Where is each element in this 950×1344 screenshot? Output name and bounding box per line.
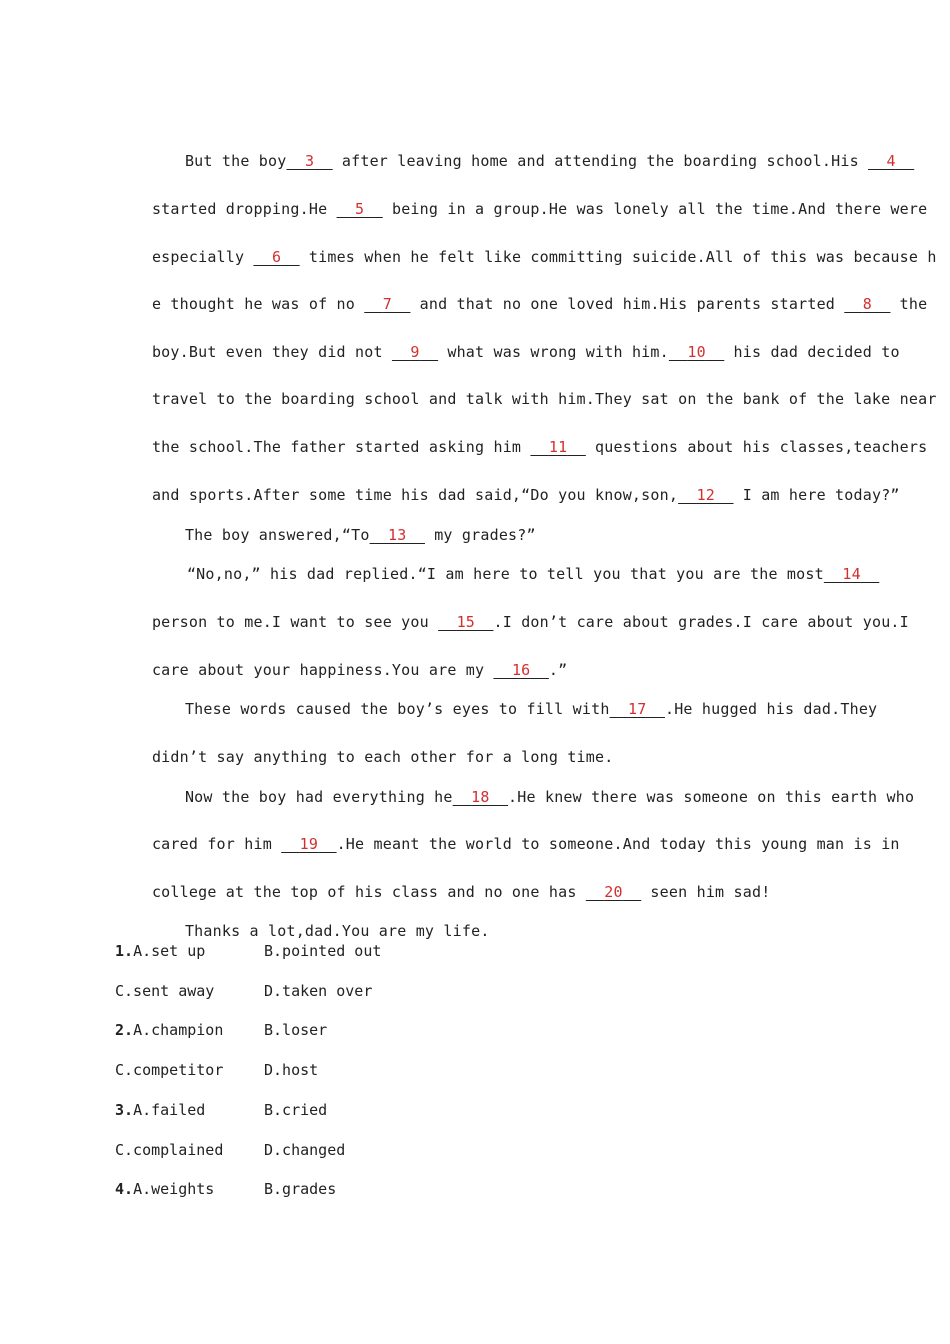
text: his dad decided to [724, 343, 900, 361]
text: These words caused the boy’s eyes to fill with [184, 700, 610, 718]
question-number: 4. [115, 1180, 134, 1198]
option-d: D.taken over [264, 982, 373, 1000]
blank-11: 11 [548, 438, 568, 456]
option-b: B.pointed out [264, 942, 382, 960]
passage-line [148, 901, 868, 961]
blank-18: 18 [471, 788, 490, 806]
option-c: C.complained [115, 1141, 224, 1159]
blank-12: 12 [696, 486, 716, 504]
blank-9: 9 [410, 343, 420, 361]
text: college at the top of his class and no one has [151, 883, 586, 901]
option-a: A.failed [133, 1101, 206, 1119]
text: care about your happiness.You are my [151, 661, 494, 679]
text: “No,no,” his dad replied.“I am here to tell you that you are the most [186, 565, 824, 583]
text: travel to the boarding school and talk with him.They sat on the bank of the lake near [151, 390, 937, 408]
option-c: C.competitor [115, 1061, 224, 1079]
text: times when he felt like committing suicide.All of this was because h [299, 248, 937, 266]
question-3-row-1 [115, 1100, 205, 1120]
blank-3: 3 [304, 152, 315, 170]
blank-14: 14 [842, 565, 861, 583]
option-d: D.changed [264, 1141, 346, 1159]
option-d: D.host [264, 1061, 319, 1079]
question-number: 2. [115, 1021, 134, 1039]
text: Now the boy had everything he [184, 788, 453, 806]
question-2-row-1 [115, 1020, 223, 1040]
blank-4: 4 [886, 152, 896, 170]
blank-6: 6 [271, 248, 282, 266]
text: seen him sad! [641, 883, 771, 901]
text: after leaving home and attending the boarding school.His [332, 152, 869, 170]
text: .He knew there was someone on this earth who [508, 788, 915, 806]
blank-20: 20 [604, 883, 623, 901]
text: boy.But even they did not [151, 343, 392, 361]
blank-15: 15 [456, 613, 476, 631]
text: The boy answered,“To [184, 526, 370, 544]
blank-19: 19 [299, 835, 319, 853]
text: .I don’t care about grades.I care about you.I [493, 613, 909, 631]
blank-5: 5 [355, 200, 365, 218]
option-b: B.cried [264, 1101, 328, 1119]
text: e thought he was of no [151, 295, 365, 313]
question-number: 1. [115, 942, 134, 960]
text: especially [151, 248, 254, 266]
text: .” [548, 661, 568, 679]
text: person to me.I want to see you [151, 613, 439, 631]
text: I am here today?” [733, 486, 900, 504]
option-a: A.weights [133, 1180, 215, 1198]
blank-8: 8 [862, 295, 872, 313]
text: and that no one loved him.His parents started [410, 295, 845, 313]
text: what was wrong with him. [438, 343, 669, 361]
text: didn’t say anything to each other for a long time. [151, 748, 614, 766]
option-b: B.loser [264, 1021, 328, 1039]
option-c: C.sent away [115, 982, 215, 1000]
question-number: 3. [115, 1101, 134, 1119]
blank-16: 16 [511, 661, 531, 679]
text: Thanks a lot,dad.You are my life. [184, 922, 490, 940]
blank-17: 17 [628, 700, 647, 718]
option-a: A.champion [133, 1021, 224, 1039]
blank-13: 13 [388, 526, 407, 544]
option-a: A.set up [133, 942, 206, 960]
blank-10: 10 [687, 343, 706, 361]
question-4-row-1 [115, 1179, 214, 1199]
text: the [890, 295, 928, 313]
option-b: B.grades [264, 1180, 337, 1198]
question-1-row-1 [115, 941, 205, 961]
text: questions about his classes,teachers [585, 438, 928, 456]
text: .He hugged his dad.They [664, 700, 878, 718]
text: my grades?” [424, 526, 536, 544]
text: started dropping.He [151, 200, 337, 218]
text: being in a group.He was lonely all the time.And there were [382, 200, 928, 218]
text: and sports.After some time his dad said,“Do you know,son, [151, 486, 679, 504]
text: cared for him [151, 835, 282, 853]
text: .He meant the world to someone.And today this young man is in [336, 835, 900, 853]
blank-7: 7 [382, 295, 392, 313]
text: the school.The father started asking him [151, 438, 531, 456]
text: But the boy [184, 152, 287, 170]
